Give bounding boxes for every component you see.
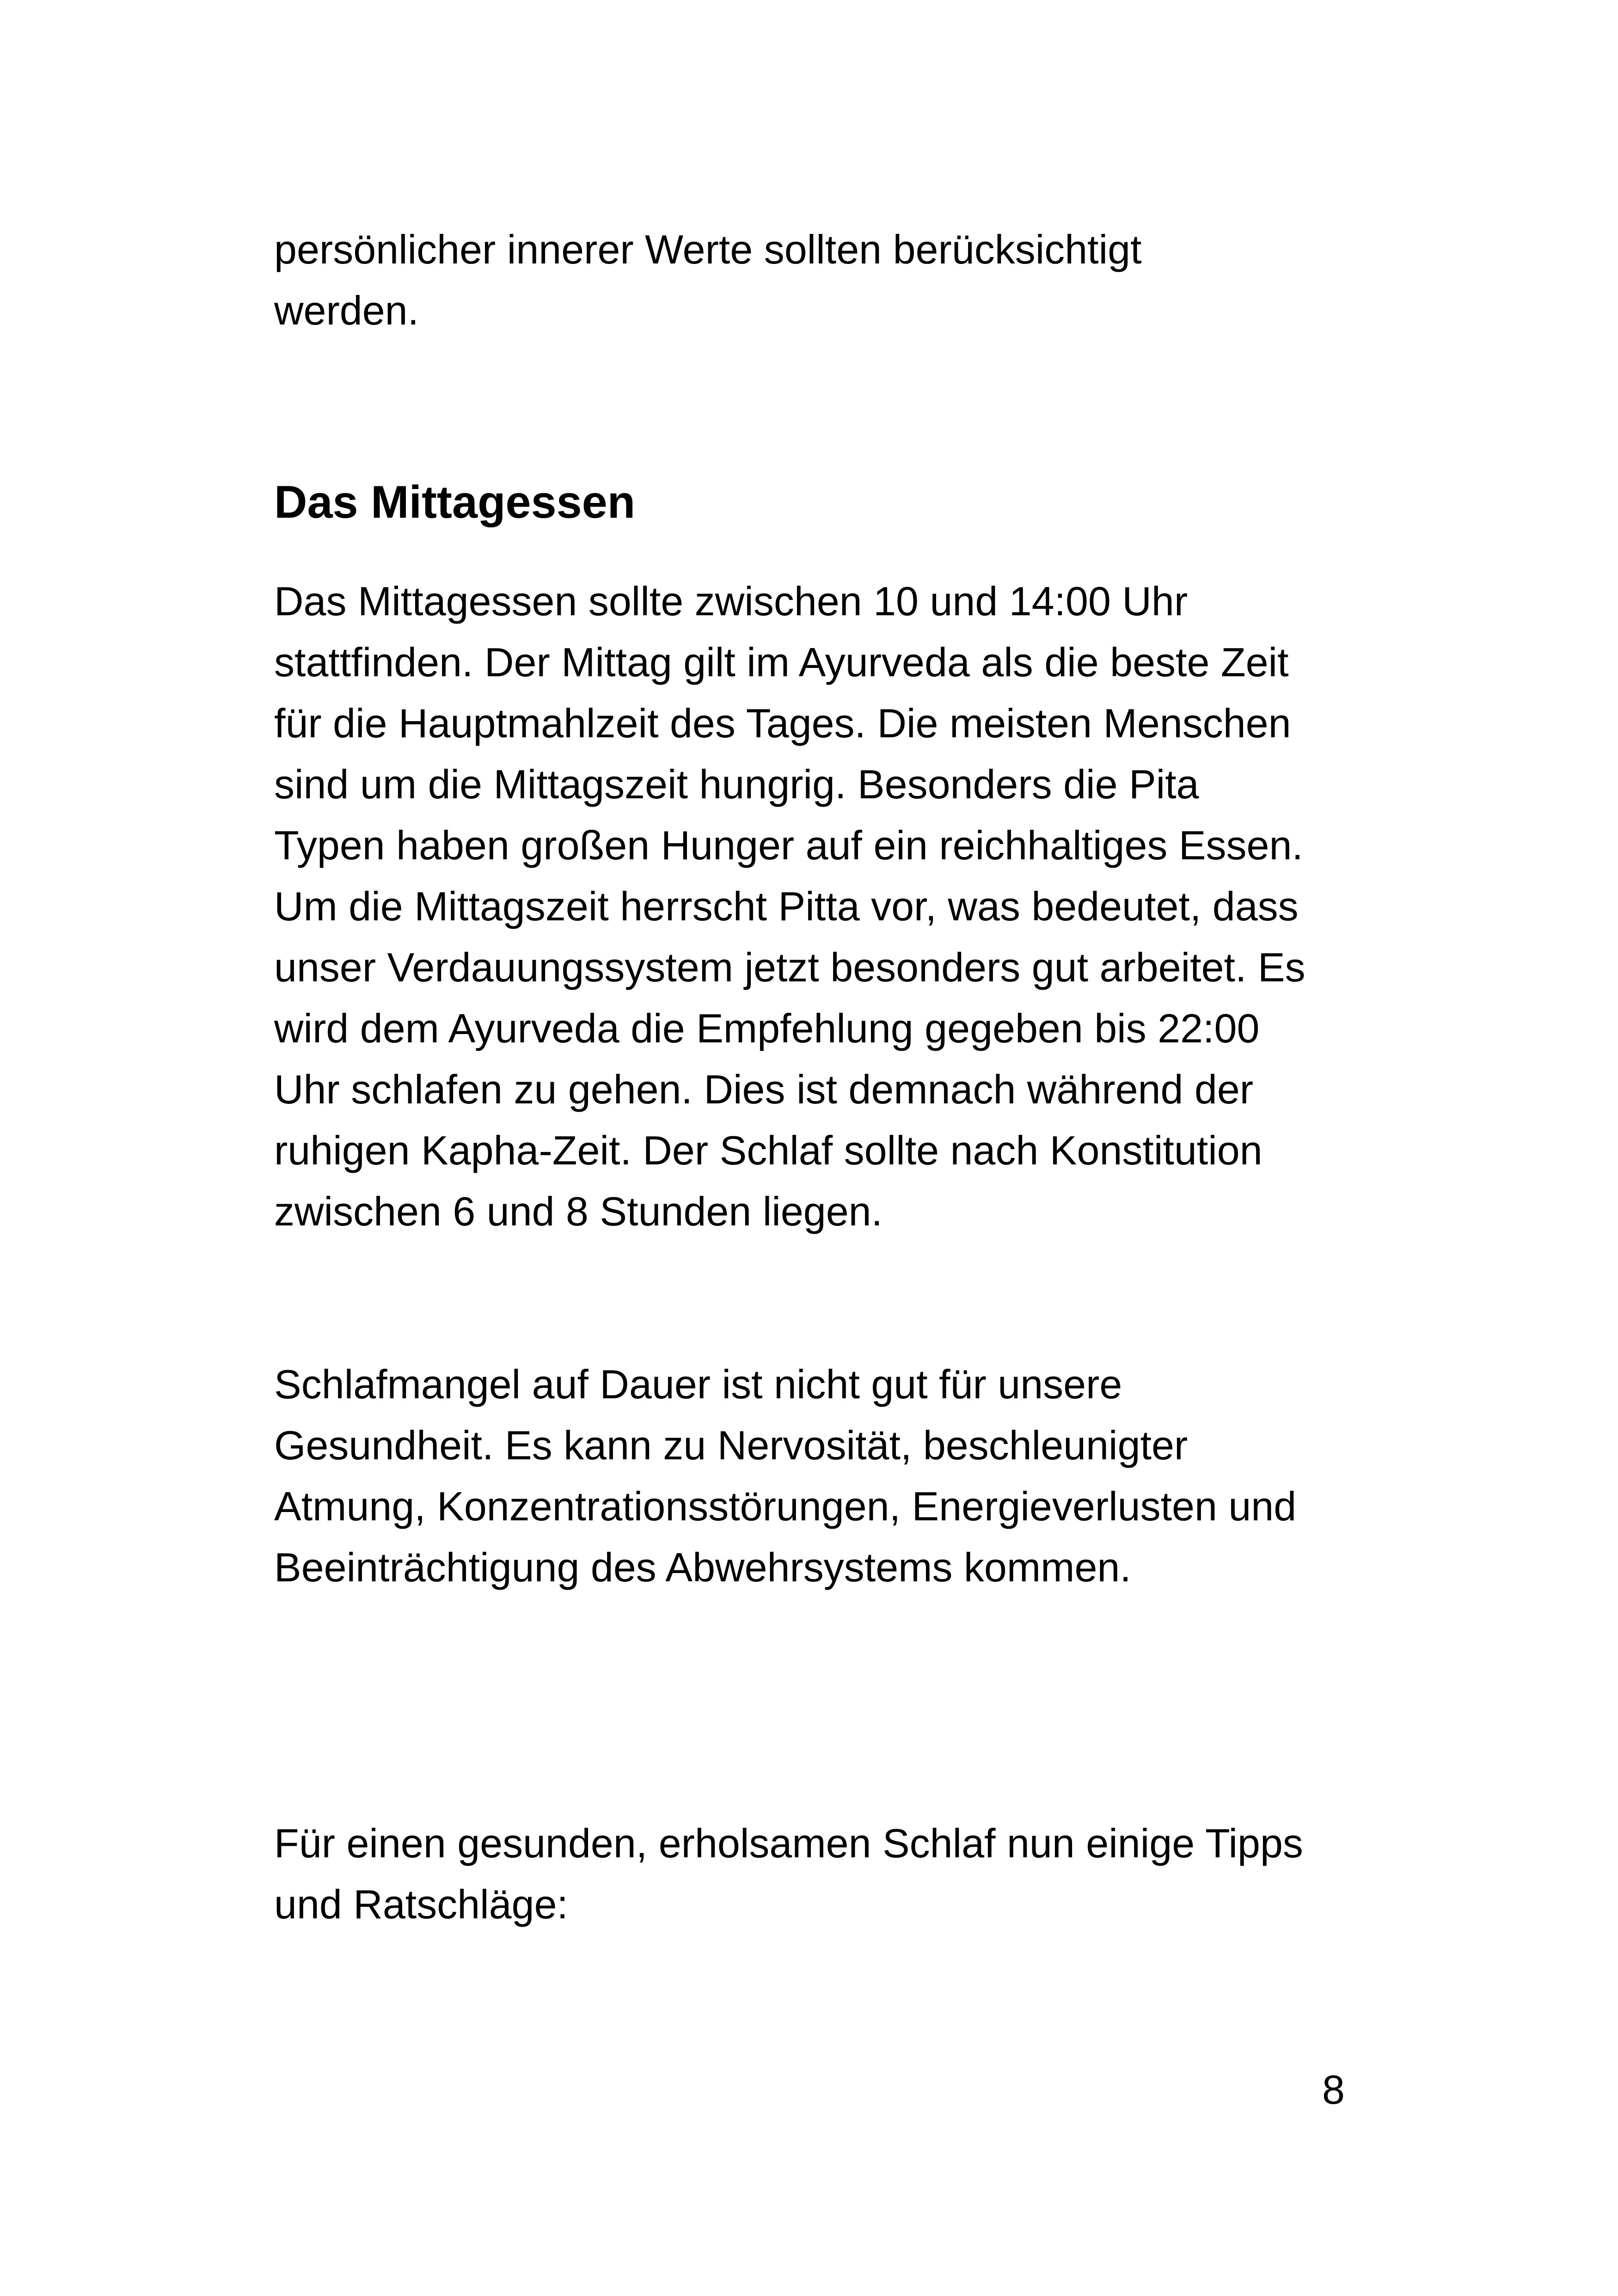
text-line: Schlafmangel auf Dauer ist nicht gut für unsere bbox=[274, 1361, 1122, 1407]
text-line: Uhr schlafen zu gehen. Dies ist demnach während der bbox=[274, 1066, 1254, 1112]
text-line: Atmung, Konzentrationsstörungen, Energieverlusten und bbox=[274, 1483, 1297, 1529]
text-line: persönlicher innerer Werte sollten berücksichtigt bbox=[274, 227, 1142, 272]
text-line: Beeinträchtigung des Abwehrsystems kommen. bbox=[274, 1544, 1131, 1590]
text-line: stattfinden. Der Mittag gilt im Ayurveda als die beste Zeit bbox=[274, 639, 1289, 685]
intro-continuation-paragraph bbox=[274, 219, 1393, 341]
text-line: zwischen 6 und 8 Stunden liegen. bbox=[274, 1188, 883, 1234]
text-line: Um die Mittagszeit herrscht Pitta vor, was bedeutet, dass bbox=[274, 883, 1299, 929]
text-line: wird dem Ayurveda die Empfehlung gegeben bis 22:00 bbox=[274, 1005, 1260, 1051]
paragraph-mittagessen bbox=[274, 571, 1393, 1242]
text-line: und Ratschläge: bbox=[274, 1881, 568, 1927]
paragraph-tipps-intro bbox=[274, 1813, 1393, 1935]
text-line: Typen haben großen Hunger auf ein reichhaltiges Essen. bbox=[274, 822, 1303, 868]
paragraph-schlafmangel bbox=[274, 1354, 1393, 1598]
text-line: für die Hauptmahlzeit des Tages. Die meisten Menschen bbox=[274, 700, 1291, 746]
section-heading: Das Mittagessen bbox=[274, 476, 636, 527]
text-line: Gesundheit. Es kann zu Nervosität, beschleunigter bbox=[274, 1422, 1188, 1468]
text-line: Das Mittagessen sollte zwischen 10 und 14:00 Uhr bbox=[274, 578, 1188, 624]
page-number: 8 bbox=[1322, 2067, 1345, 2112]
text-line: ruhigen Kapha-Zeit. Der Schlaf sollte nach Konstitution bbox=[274, 1127, 1263, 1173]
text-line: Für einen gesunden, erholsamen Schlaf nun einige Tipps bbox=[274, 1820, 1303, 1866]
text-line: werden. bbox=[274, 288, 419, 333]
text-line: unser Verdauungssystem jetzt besonders gut arbeitet. Es bbox=[274, 944, 1305, 990]
text-line: sind um die Mittagszeit hungrig. Besonders die Pita bbox=[274, 761, 1199, 807]
